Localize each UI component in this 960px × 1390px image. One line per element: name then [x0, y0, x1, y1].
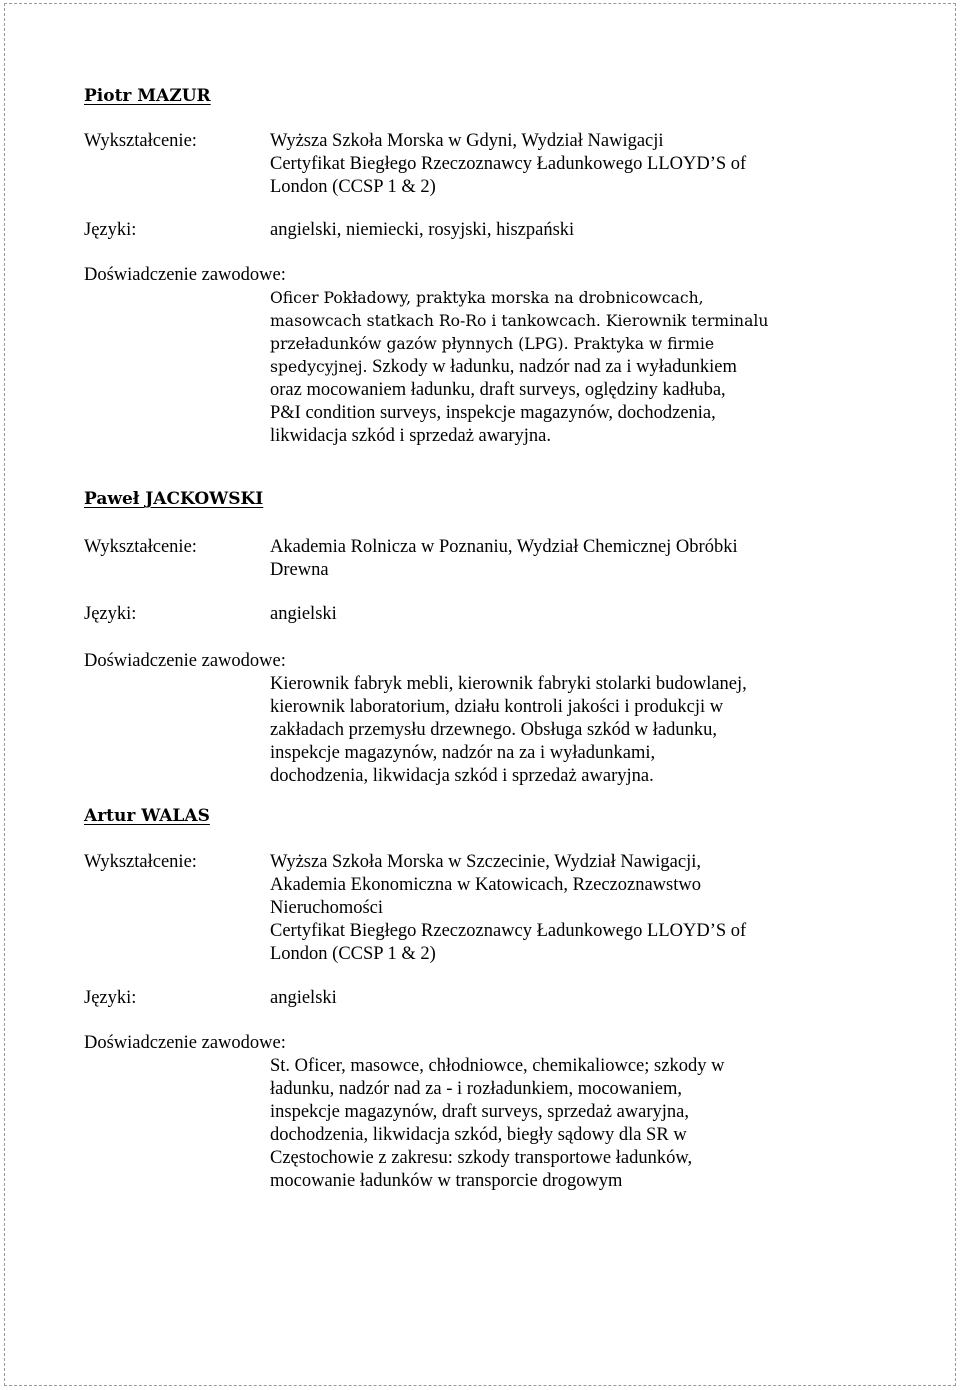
languages-label: Języki:: [84, 220, 137, 240]
experience-line: zakładach przemysłu drzewnego. Obsługa szkód w ładunku,: [270, 720, 717, 740]
person-name: Artur WALAS: [84, 806, 210, 826]
experience-line: St. Oficer, masowce, chłodniowce, chemikaliowce; szkody w: [270, 1056, 725, 1076]
education-line: London (CCSP 1 & 2): [270, 177, 436, 197]
education-value: [270, 130, 746, 199]
experience-value: [270, 287, 768, 448]
experience-label: Doświadczenie zawodowe:: [84, 265, 286, 285]
education-line: Wyższa Szkoła Morska w Szczecinie, Wydział Nawigacji,: [270, 852, 701, 872]
person-name: Piotr MAZUR: [84, 86, 211, 106]
languages-value: angielski: [270, 604, 337, 624]
education-line: Certyfikat Biegłego Rzeczoznawcy Ładunkowego LLOYD’S of: [270, 154, 747, 174]
education-line: Nieruchomości: [270, 898, 384, 918]
experience-line: likwidacja szkód i sprzedaż awaryjna.: [270, 426, 551, 446]
languages-label: Języki:: [84, 988, 137, 1008]
education-line: London (CCSP 1 & 2): [270, 944, 436, 964]
experience-line: inspekcje magazynów, draft surveys, sprzedaż awaryjna,: [270, 1102, 689, 1122]
education-label: Wykształcenie:: [84, 852, 197, 872]
education-value: [270, 536, 738, 582]
education-line: Drewna: [270, 560, 329, 580]
languages-value: angielski: [270, 988, 337, 1008]
experience-line: Kierownik fabryk mebli, kierownik fabryki stolarki budowlanej,: [270, 674, 747, 694]
experience-label: Doświadczenie zawodowe:: [84, 1033, 286, 1053]
experience-line: inspekcje magazynów, nadzór na za i wyładunkami,: [270, 743, 656, 763]
experience-line: masowcach statkach Ro-Ro i tankowcach. Kierownik terminalu: [270, 312, 769, 330]
education-value: [270, 851, 746, 966]
languages-label: Języki:: [84, 604, 137, 624]
experience-line: dochodzenia, likwidacja szkód, biegły sądowy dla SR w: [270, 1125, 687, 1145]
education-line: Akademia Ekonomiczna w Katowicach, Rzeczoznawstwo: [270, 875, 701, 895]
experience-line: ładunku, nadzór nad za - i rozładunkiem, mocowaniem,: [270, 1079, 682, 1099]
experience-line: dochodzenia, likwidacja szkód i sprzedaż awaryjna.: [270, 766, 654, 786]
education-line: Certyfikat Biegłego Rzeczoznawcy Ładunkowego LLOYD’S of: [270, 921, 747, 941]
education-label: Wykształcenie:: [84, 537, 197, 557]
experience-line: mocowanie ładunków w transporcie drogowym: [270, 1171, 623, 1191]
person-name: Paweł JACKOWSKI: [84, 489, 264, 509]
experience-line: kierownik laboratorium, działu kontroli jakości i produkcji w: [270, 697, 724, 717]
experience-value: [270, 673, 747, 788]
education-line: Akademia Rolnicza w Poznaniu, Wydział Chemicznej Obróbki: [270, 537, 738, 557]
experience-fragment: Szkody w ładunku, nadzór nad za i wyładunkiem: [367, 357, 737, 377]
education-label: Wykształcenie:: [84, 131, 197, 151]
experience-fragment: spedycyjnej.: [270, 358, 368, 376]
experience-value: [270, 1055, 724, 1193]
experience-label: Doświadczenie zawodowe:: [84, 651, 286, 671]
languages-value: angielski, niemiecki, rosyjski, hiszpański: [270, 220, 575, 240]
experience-line: oraz mocowaniem ładunku, draft surveys, oględziny kadłuba,: [270, 380, 726, 400]
education-line: Wyższa Szkoła Morska w Gdyni, Wydział Nawigacji: [270, 131, 664, 151]
experience-line: Oficer Pokładowy, praktyka morska na drobnicowcach,: [270, 289, 704, 307]
experience-line: przeładunków gazów płynnych (LPG). Praktyka w firmie: [270, 335, 715, 353]
experience-line: Częstochowie z zakresu: szkody transportowe ładunków,: [270, 1148, 693, 1168]
experience-line-mixed: [270, 356, 768, 379]
experience-line: P&I condition surveys, inspekcje magazynów, dochodzenia,: [270, 403, 716, 423]
